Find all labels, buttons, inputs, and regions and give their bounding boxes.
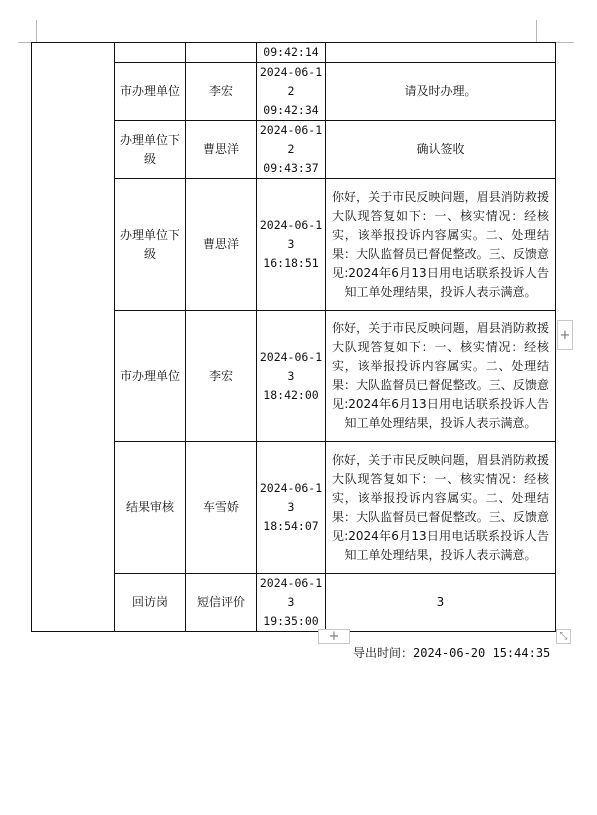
crop-mark-right-h bbox=[556, 42, 574, 43]
content-cell: 你好，关于市民反映问题，眉县消防救援大队现答复如下：一、核实情况：经核实，该举报投诉内容属实。二、处理结果：大队监督员已督促整改。三、反馈意见:2024年6月13日用电话联系投诉人告知工单处理结果，投诉人表示满意。 bbox=[326, 179, 556, 311]
content-cell: 请及时办理。 bbox=[326, 63, 556, 121]
plus-icon: + bbox=[328, 629, 340, 644]
plus-icon: + bbox=[559, 327, 571, 343]
time-line: 3 bbox=[287, 368, 295, 383]
time-line: 2024-06-1 bbox=[259, 123, 323, 137]
outer-merged-cell bbox=[32, 43, 115, 632]
time-line: 09:42:34 bbox=[263, 103, 319, 117]
process-record-table bbox=[31, 42, 556, 632]
time-line: 19:35:00 bbox=[263, 614, 319, 628]
time-line: 2024-06-1 bbox=[259, 218, 323, 232]
person-cell: 李宏 bbox=[186, 63, 257, 121]
time-cell bbox=[257, 574, 326, 632]
crop-mark-right-v bbox=[536, 20, 537, 42]
person-cell: 李宏 bbox=[186, 311, 257, 442]
time-line: 2024-06-1 bbox=[259, 576, 323, 590]
content-cell: 你好，关于市民反映问题，眉县消防救援大队现答复如下：一、核实情况：经核实，该举报投诉内容属实。二、处理结果：大队监督员已督促整改。三、反馈意见:2024年6月13日用电话联系投诉人告知工单处理结果，投诉人表示满意。 bbox=[326, 442, 556, 574]
table-row bbox=[32, 43, 556, 63]
time-line: 09:43:37 bbox=[263, 161, 319, 175]
content-cell: 3 bbox=[326, 574, 556, 632]
content-cell: 你好，关于市民反映问题，眉县消防救援大队现答复如下：一、核实情况：经核实，该举报投诉内容属实。二、处理结果：大队监督员已督促整改。三、反馈意见:2024年6月13日用电话联系投诉人告知工单处理结果，投诉人表示满意。 bbox=[326, 311, 556, 442]
time-line: 3 bbox=[287, 595, 295, 609]
dept-cell: 市办理单位 bbox=[115, 311, 186, 442]
dept-cell: 市办理单位 bbox=[115, 63, 186, 121]
export-time-text: 导出时间：2024-06-20 15:44:35 bbox=[353, 646, 551, 660]
time-line: 2024-06-1 bbox=[259, 481, 323, 495]
time-line: 3 bbox=[287, 500, 295, 514]
add-column-button[interactable] bbox=[557, 320, 573, 350]
person-cell: 短信评价 bbox=[186, 574, 257, 632]
person-cell bbox=[186, 43, 257, 63]
time-line: 3 bbox=[287, 237, 295, 251]
time-cell bbox=[257, 442, 326, 574]
content-cell: 确认签收 bbox=[326, 121, 556, 179]
time-cell bbox=[257, 179, 326, 311]
time-cell bbox=[257, 121, 326, 179]
time-line: 2 bbox=[287, 142, 295, 156]
crop-mark-left-v bbox=[36, 20, 37, 42]
person-cell: 曹思洋 bbox=[186, 179, 257, 311]
person-cell: 车雪娇 bbox=[186, 442, 257, 574]
time-line: 2024-06-1 bbox=[259, 65, 323, 79]
time-line: 18:42:00 bbox=[263, 387, 319, 402]
time-line: 18:54:07 bbox=[263, 519, 319, 533]
add-row-button[interactable] bbox=[318, 629, 350, 644]
time-line: 16:18:51 bbox=[263, 256, 319, 270]
content-cell bbox=[326, 43, 556, 63]
time-line: 2 bbox=[287, 84, 295, 98]
dept-cell: 办理单位下级 bbox=[115, 121, 186, 179]
table-resize-handle[interactable] bbox=[556, 629, 571, 644]
dept-cell: 回访岗 bbox=[115, 574, 186, 632]
dept-cell: 办理单位下级 bbox=[115, 179, 186, 311]
dept-cell bbox=[115, 43, 186, 63]
time-line: 09:42:14 bbox=[263, 45, 319, 59]
time-cell bbox=[257, 63, 326, 121]
time-cell bbox=[257, 311, 326, 442]
resize-icon: ⤡ bbox=[559, 631, 568, 642]
dept-cell: 结果审核 bbox=[115, 442, 186, 574]
person-cell: 曹思洋 bbox=[186, 121, 257, 179]
time-cell bbox=[257, 43, 326, 63]
time-line: 2024-06-1 bbox=[259, 349, 323, 364]
